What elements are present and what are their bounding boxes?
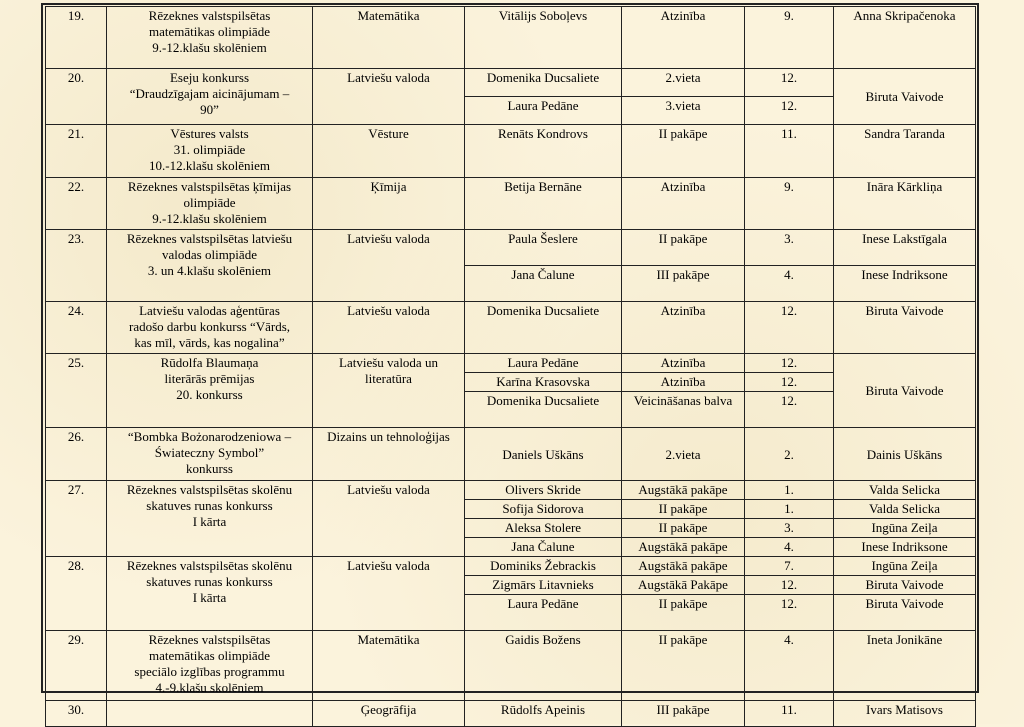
grade: 1. — [745, 481, 834, 500]
student-name: Aleksa Stolere — [465, 519, 622, 538]
event-name-line: valodas olimpiāde — [162, 247, 257, 262]
row-number: 30. — [46, 701, 107, 727]
table-row — [46, 7, 976, 69]
event-name — [107, 631, 313, 701]
student-name: Laura Pedāne — [465, 97, 622, 125]
student-name: Olivers Skride — [465, 481, 622, 500]
subject: Latviešu valoda — [313, 230, 465, 302]
teacher: Ingūna Zeiļa — [834, 557, 976, 576]
event-name-line: 3. un 4.klašu skolēniem — [147, 263, 272, 278]
table-row — [46, 354, 976, 373]
student-name: Laura Pedāne — [465, 595, 622, 631]
event-name-line: “Bombka Bożonarodzeniowa – — [127, 429, 292, 444]
grade: 12. — [745, 302, 834, 354]
subject: Matemātika — [313, 631, 465, 701]
event-name-line: konkurss — [186, 461, 233, 476]
event-name — [107, 428, 313, 481]
table-row — [46, 178, 976, 230]
grade: 12. — [745, 373, 834, 392]
row-number: 22. — [46, 178, 107, 230]
student-name: Domenika Ducsaliete — [465, 302, 622, 354]
row-number: 27. — [46, 481, 107, 557]
table-row — [46, 302, 976, 354]
row-number: 19. — [46, 7, 107, 69]
result: Atzinība — [622, 7, 745, 69]
row-number: 26. — [46, 428, 107, 481]
subject: Latviešu valoda — [313, 302, 465, 354]
event-name-line: Rēzeknes valstspilsētas latviešu — [126, 231, 293, 246]
result: 2.vieta — [622, 428, 745, 481]
event-name — [107, 178, 313, 230]
teacher: Biruta Vaivode — [834, 576, 976, 595]
event-name-line: radošo darbu konkurss “Vārds, — [128, 319, 291, 334]
grade: 12. — [745, 392, 834, 428]
event-name — [107, 7, 313, 69]
subject: Matemātika — [313, 7, 465, 69]
teacher: Sandra Taranda — [834, 125, 976, 178]
result: III pakāpe — [622, 266, 745, 302]
grade: 12. — [745, 576, 834, 595]
event-name — [107, 701, 313, 727]
event-name — [107, 69, 313, 125]
event-name-line: literārās prēmijas — [164, 371, 255, 386]
result: II pakāpe — [622, 230, 745, 266]
result: Atzinība — [622, 178, 745, 230]
event-name-line: Vēstures valsts — [170, 126, 249, 141]
table-row — [46, 481, 976, 500]
event-name-line: 9.-12.klašu skolēniem — [152, 40, 267, 55]
result: Augstākā Pakāpe — [622, 576, 745, 595]
student-name: Domenika Ducsaliete — [465, 392, 622, 428]
table-row — [46, 631, 976, 701]
grade: 9. — [745, 7, 834, 69]
grade: 4. — [745, 266, 834, 302]
student-name: Paula Šeslere — [465, 230, 622, 266]
teacher: Ināra Kārkliņa — [834, 178, 976, 230]
result: Augstākā pakāpe — [622, 481, 745, 500]
event-name-line: olimpiāde — [183, 195, 236, 210]
event-name — [107, 481, 313, 557]
event-name — [107, 557, 313, 631]
result: Atzinība — [622, 373, 745, 392]
teacher: Valda Selicka — [834, 500, 976, 519]
subject: Latviešu valoda — [313, 69, 465, 125]
event-name-line: matemātikas olimpiāde — [149, 24, 270, 39]
event-name — [107, 125, 313, 178]
teacher: Anna Skripačenoka — [834, 7, 976, 69]
row-number: 24. — [46, 302, 107, 354]
result: III pakāpe — [622, 701, 745, 727]
teacher: Ivars Matisovs — [834, 701, 976, 727]
result: Augstākā pakāpe — [622, 538, 745, 557]
event-name-line: 20. konkurss — [176, 387, 243, 402]
event-name-line: skatuves runas konkurss — [146, 498, 273, 513]
event-name-line: Rēzeknes valstspilsētas skolēnu — [126, 558, 293, 573]
student-name: Betija Bernāne — [465, 178, 622, 230]
results-table — [45, 6, 976, 727]
event-name-line: Rēzeknes valstspilsētas — [148, 8, 271, 23]
student-name: Renāts Kondrovs — [465, 125, 622, 178]
subject: Ķīmija — [313, 178, 465, 230]
result: II pakāpe — [622, 595, 745, 631]
event-name-line: Rēzeknes valstspilsētas skolēnu — [126, 482, 293, 497]
event-name-line: 31. olimpiāde — [173, 142, 246, 157]
event-name-line: Rēzeknes valstspilsētas — [148, 632, 271, 647]
table-row — [46, 125, 976, 178]
row-number: 28. — [46, 557, 107, 631]
event-name-line: Latviešu valodas aģentūras — [139, 303, 280, 318]
teacher: Ingūna Zeiļa — [834, 519, 976, 538]
grade: 12. — [745, 595, 834, 631]
subject: Dizains un tehnoloģijas — [313, 428, 465, 481]
event-name-line: speciālo izglības programmu — [134, 664, 285, 679]
event-name-line: “Draudzīgajam aicinājumam – — [129, 86, 290, 101]
teacher: Inese Indriksone — [834, 266, 976, 302]
teacher: Dainis Uškāns — [834, 428, 976, 481]
student-name: Daniels Uškāns — [465, 428, 622, 481]
result: Veicināšanas balva — [622, 392, 745, 428]
student-name: Vitālijs Soboļevs — [465, 7, 622, 69]
table-row — [46, 428, 976, 481]
grade: 12. — [745, 97, 834, 125]
event-name-line: Świateczny Symbol” — [154, 445, 265, 460]
event-name — [107, 302, 313, 354]
event-name-line: kas mīl, vārds, kas nogalina” — [134, 335, 285, 350]
grade: 7. — [745, 557, 834, 576]
student-name: Jana Čalune — [465, 266, 622, 302]
teacher: Ineta Jonikāne — [834, 631, 976, 701]
event-name-line: 9.-12.klašu skolēniem — [152, 211, 267, 226]
result: II pakāpe — [622, 125, 745, 178]
row-number: 21. — [46, 125, 107, 178]
student-name: Zigmārs Litavnieks — [465, 576, 622, 595]
row-number: 20. — [46, 69, 107, 125]
teacher: Inese Indriksone — [834, 538, 976, 557]
grade: 3. — [745, 230, 834, 266]
result: II pakāpe — [622, 500, 745, 519]
result: 2.vieta — [622, 69, 745, 97]
teacher: Biruta Vaivode — [834, 595, 976, 631]
teacher: Biruta Vaivode — [834, 302, 976, 354]
subject: Latviešu valoda — [313, 481, 465, 557]
student-name: Domenika Ducsaliete — [465, 69, 622, 97]
event-name-line: I kārta — [192, 590, 227, 605]
result: Augstākā pakāpe — [622, 557, 745, 576]
grade: 11. — [745, 125, 834, 178]
table-row — [46, 557, 976, 576]
grade: 4. — [745, 631, 834, 701]
grade: 12. — [745, 69, 834, 97]
student-name: Jana Čalune — [465, 538, 622, 557]
event-name-line: skatuves runas konkurss — [146, 574, 273, 589]
event-name — [107, 230, 313, 302]
student-name: Rūdolfs Apeinis — [465, 701, 622, 727]
teacher: Biruta Vaivode — [834, 69, 976, 125]
event-name-line: Rēzeknes valstspilsētas ķīmijas — [127, 179, 292, 194]
subject: Latviešu valoda un literatūra — [313, 354, 465, 428]
result: Atzinība — [622, 302, 745, 354]
row-number: 23. — [46, 230, 107, 302]
subject: Vēsture — [313, 125, 465, 178]
event-name-line: 90” — [200, 102, 219, 117]
event-name-line: 4.-9.klašu skolēniem — [155, 680, 264, 695]
event-name — [107, 354, 313, 428]
event-name-line: 10.-12.klašu skolēniem — [149, 158, 270, 173]
grade: 9. — [745, 178, 834, 230]
grade: 1. — [745, 500, 834, 519]
grade: 11. — [745, 701, 834, 727]
row-number: 25. — [46, 354, 107, 428]
result: II pakāpe — [622, 519, 745, 538]
student-name: Laura Pedāne — [465, 354, 622, 373]
event-name-line: matemātikas olimpiāde — [149, 648, 270, 663]
result: 3.vieta — [622, 97, 745, 125]
event-name-line: Eseju konkurss — [169, 70, 250, 85]
event-name-line: I kārta — [192, 514, 227, 529]
subject: Ģeogrāfija — [313, 701, 465, 727]
teacher: Inese Lakstīgala — [834, 230, 976, 266]
grade: 12. — [745, 354, 834, 373]
table-row — [46, 230, 976, 266]
result: II pakāpe — [622, 631, 745, 701]
student-name: Sofija Sidorova — [465, 500, 622, 519]
student-name: Gaidis Božens — [465, 631, 622, 701]
result: Atzinība — [622, 354, 745, 373]
table-row — [46, 69, 976, 97]
grade: 4. — [745, 538, 834, 557]
subject: Latviešu valoda — [313, 557, 465, 631]
grade: 2. — [745, 428, 834, 481]
teacher: Valda Selicka — [834, 481, 976, 500]
grade: 3. — [745, 519, 834, 538]
teacher: Biruta Vaivode — [834, 354, 976, 428]
table-row — [46, 701, 976, 727]
row-number: 29. — [46, 631, 107, 701]
student-name: Karīna Krasovska — [465, 373, 622, 392]
student-name: Dominiks Žebrackis — [465, 557, 622, 576]
event-name-line: Rūdolfa Blaumaņa — [160, 355, 259, 370]
